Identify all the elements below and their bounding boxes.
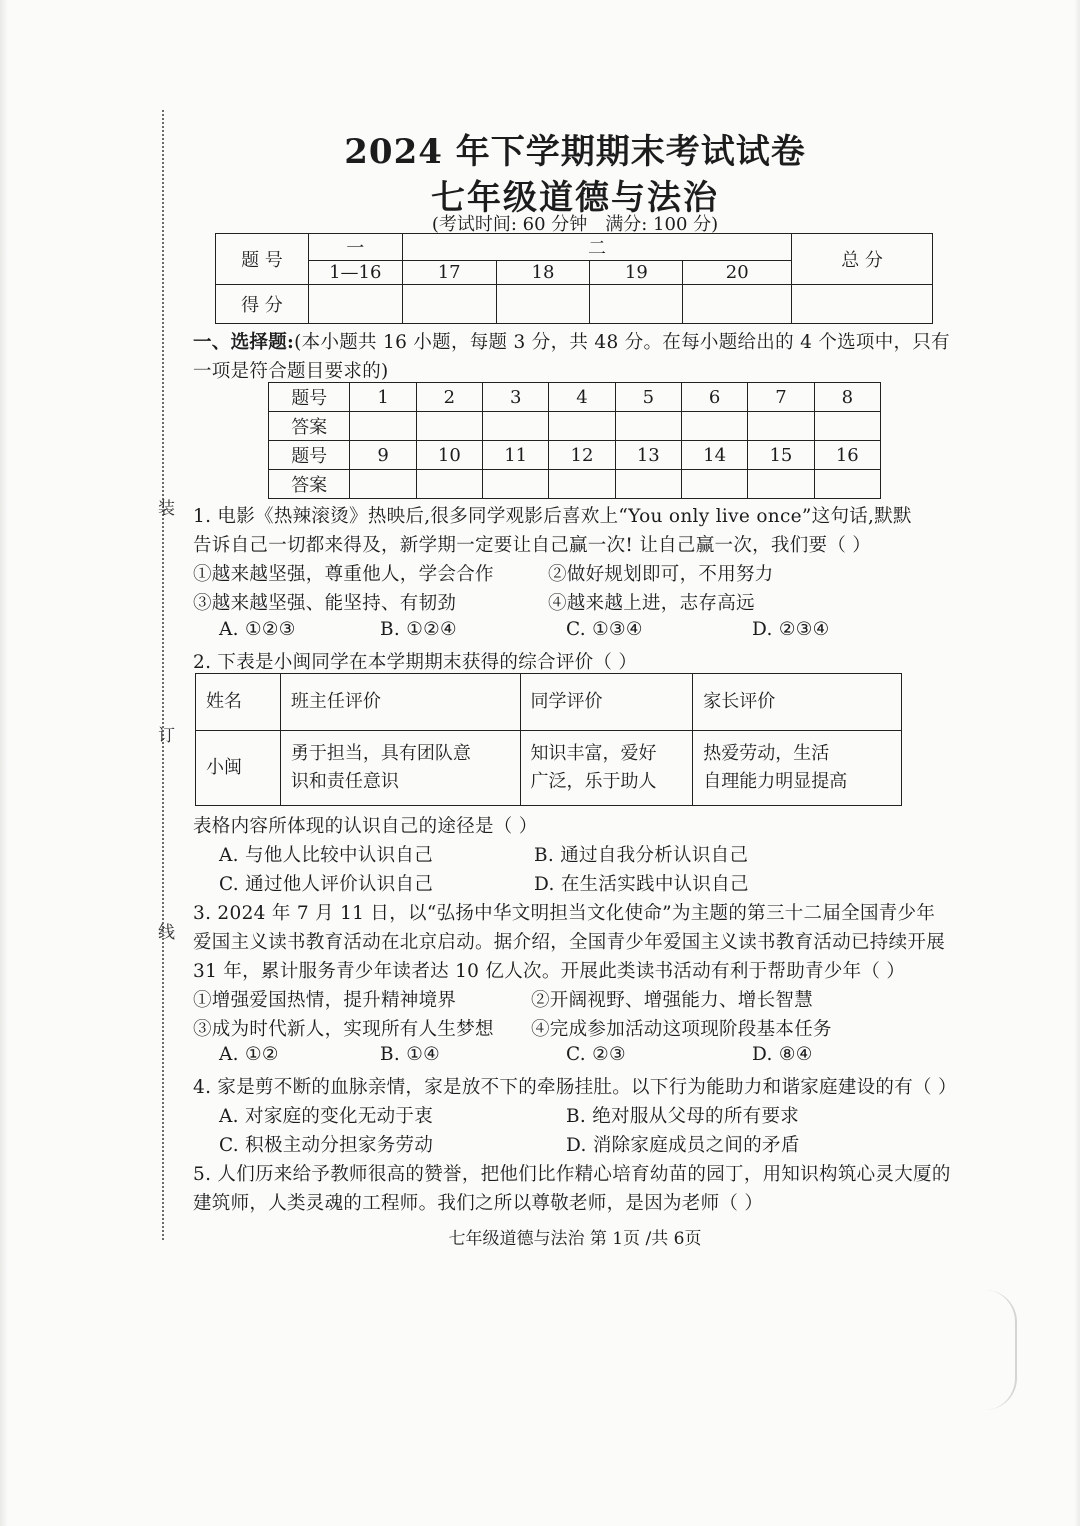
score-total-label: 总 分	[792, 234, 933, 285]
score-defen-label: 得 分	[216, 285, 309, 324]
q3-statement-1: ①增强爱国热情，提升精神境界	[193, 990, 457, 1011]
binding-char-ding: 订	[158, 726, 175, 746]
binding-char-xian: 线	[158, 923, 175, 943]
binding-dotted-line	[162, 110, 164, 1240]
answer-cell[interactable]	[748, 470, 814, 499]
q3-stem-line1: 3. 2024 年 7 月 11 日，以“弘扬中华文明担当文化使命”为主题的第三十二届全国青少年	[193, 903, 936, 924]
score-section1-header: 一	[308, 234, 402, 261]
score-cell[interactable]	[590, 285, 683, 324]
answer-cell[interactable]	[615, 412, 681, 441]
q4-choice-c[interactable]: C. 积极主动分担家务劳动	[219, 1135, 434, 1156]
answer-daan-label: 答案	[269, 470, 350, 499]
q3-statement-2: ②开阔视野、增强能力、增长智慧	[531, 990, 814, 1011]
eval-header-teacher: 班主任评价	[280, 674, 520, 731]
answer-num: 9	[350, 441, 416, 470]
subject-title: 七年级道德与法治	[431, 178, 719, 218]
eval-teacher-comment	[280, 731, 520, 806]
answer-num: 2	[416, 383, 482, 412]
q1-stem-line2: 告诉自己一切都来得及，新学期一定要让自己赢一次! 让自己赢一次，我们要（ ）	[193, 535, 872, 556]
score-col: 1—16	[308, 261, 402, 285]
answer-num: 10	[416, 441, 482, 470]
answer-num: 11	[483, 441, 549, 470]
q1-stem-line1: 1. 电影《热辣滚烫》热映后,很多同学观影后喜欢上“You only live once”这句话,默默	[193, 506, 912, 527]
score-cell[interactable]	[496, 285, 590, 324]
score-section2-header: 二	[402, 234, 791, 261]
eval-peer-comment	[520, 731, 693, 806]
exam-title: 2024 年下学期期末考试试卷	[344, 132, 806, 172]
binding-char-zhuang: 装	[158, 499, 175, 519]
answer-num: 7	[748, 383, 814, 412]
answer-cell[interactable]	[549, 412, 615, 441]
section1-heading: 一、选择题:	[193, 332, 295, 353]
answer-num: 4	[549, 383, 615, 412]
q4-choice-a[interactable]: A. 对家庭的变化无动于衷	[219, 1106, 434, 1127]
q5-stem-line2: 建筑师，人类灵魂的工程师。我们之所以尊敬老师，是因为老师（ ）	[193, 1193, 764, 1214]
score-col: 17	[402, 261, 496, 285]
section1-instructions	[193, 328, 950, 354]
q5-stem-line1: 5. 人们历来给予教师很高的赞誉，把他们比作精心培育幼苗的园丁，用知识构筑心灵大厦的	[193, 1164, 951, 1185]
eval-parent-comment	[693, 731, 902, 806]
q1-statement-1: ①越来越坚强，尊重他人，学会合作	[193, 564, 494, 585]
answer-cell[interactable]	[483, 470, 549, 499]
q4-choice-d[interactable]: D. 消除家庭成员之间的矛盾	[566, 1135, 800, 1156]
scan-mark	[985, 1290, 1017, 1410]
answer-num: 13	[615, 441, 681, 470]
q1-statement-4: ④越来越上进，志存高远	[548, 593, 755, 614]
eval-peer-line2: 广泛，乐于助人	[530, 771, 657, 792]
score-col: 20	[683, 261, 792, 285]
exam-info: (考试时间: 60 分钟 满分: 100 分)	[431, 214, 719, 235]
answer-cell[interactable]	[748, 412, 814, 441]
q2-choice-b[interactable]: B. 通过自我分析认识自己	[534, 845, 749, 866]
answer-tihao-label: 题号	[269, 441, 350, 470]
answer-num: 5	[615, 383, 681, 412]
answer-daan-label: 答案	[269, 412, 350, 441]
page-footer: 七年级道德与法治 第 1页 /共 6页	[448, 1229, 702, 1249]
q3-statement-4: ④完成参加活动这项现阶段基本任务	[531, 1019, 832, 1040]
answer-cell[interactable]	[681, 470, 747, 499]
q1-choice-b[interactable]: B. ①②④	[380, 619, 457, 640]
answer-cell[interactable]	[681, 412, 747, 441]
answer-num: 1	[350, 383, 416, 412]
eval-header-name: 姓名	[196, 674, 281, 731]
answer-num: 8	[814, 383, 880, 412]
eval-teacher-line1: 勇于担当，具有团队意	[290, 743, 471, 764]
answer-cell[interactable]	[483, 412, 549, 441]
score-table	[215, 233, 933, 324]
answer-num: 12	[549, 441, 615, 470]
q1-choice-a[interactable]: A. ①②③	[219, 619, 296, 640]
answer-cell[interactable]	[350, 412, 416, 441]
eval-student-name: 小闽	[196, 731, 281, 806]
answer-num: 14	[681, 441, 747, 470]
q3-stem-line2: 爱国主义读书教育活动在北京启动。据介绍，全国青少年爱国主义读书教育活动已持续开展	[193, 932, 946, 953]
answer-cell[interactable]	[350, 470, 416, 499]
answer-tihao-label: 题号	[269, 383, 350, 412]
section1-line2: 一项是符合题目要求的)	[193, 361, 389, 382]
q3-choice-b[interactable]: B. ①④	[380, 1044, 441, 1065]
q2-choice-a[interactable]: A. 与他人比较中认识自己	[219, 845, 434, 866]
score-cell[interactable]	[402, 285, 496, 324]
section1-line1: (本小题共 16 小题，每题 3 分，共 48 分。在每小题给出的 4 个选项中，只有	[294, 332, 950, 353]
q2-choice-c[interactable]: C. 通过他人评价认识自己	[219, 874, 434, 895]
q1-choice-c[interactable]: C. ①③④	[566, 619, 643, 640]
answer-cell[interactable]	[416, 470, 482, 499]
q1-statement-2: ②做好规划即可，不用努力	[548, 564, 774, 585]
q1-choice-d[interactable]: D. ②③④	[752, 619, 830, 640]
answer-num: 6	[681, 383, 747, 412]
answer-cell[interactable]	[416, 412, 482, 441]
q1-statement-3: ③越来越坚强、能坚持、有韧劲	[193, 593, 457, 614]
answer-num: 16	[814, 441, 880, 470]
q2-choice-d[interactable]: D. 在生活实践中认识自己	[534, 874, 749, 895]
score-tihao-label: 题 号	[216, 234, 309, 285]
q3-stem-line3: 31 年，累计服务青少年读者达 10 亿人次。开展此类读书活动有利于帮助青少年（ ）	[193, 961, 906, 982]
score-total-cell[interactable]	[792, 285, 933, 324]
q3-statement-3: ③成为时代新人，实现所有人生梦想	[193, 1019, 494, 1040]
answer-table	[268, 382, 881, 499]
eval-parent-line1: 热爱劳动，生活	[703, 743, 830, 764]
answer-cell[interactable]	[615, 470, 681, 499]
score-col: 19	[590, 261, 683, 285]
q3-choice-a[interactable]: A. ①②	[219, 1044, 279, 1065]
eval-header-parent: 家长评价	[693, 674, 902, 731]
answer-cell[interactable]	[814, 412, 880, 441]
score-cell[interactable]	[683, 285, 792, 324]
q4-choice-b[interactable]: B. 绝对服从父母的所有要求	[566, 1106, 800, 1127]
eval-parent-line2: 自理能力明显提高	[703, 771, 848, 792]
answer-cell[interactable]	[549, 470, 615, 499]
eval-header-peer: 同学评价	[520, 674, 693, 731]
eval-peer-line1: 知识丰富，爱好	[530, 743, 657, 764]
answer-num: 3	[483, 383, 549, 412]
q3-choice-d[interactable]: D. ⑧④	[752, 1044, 813, 1065]
evaluation-table	[195, 673, 902, 806]
score-cell[interactable]	[308, 285, 402, 324]
answer-cell[interactable]	[814, 470, 880, 499]
q4-stem: 4. 家是剪不断的血脉亲情，家是放不下的牵肠挂肚。以下行为能助力和谐家庭建设的有（ ）	[193, 1077, 957, 1098]
q2-stem: 2. 下表是小闽同学在本学期期末获得的综合评价（ ）	[193, 652, 638, 673]
answer-num: 15	[748, 441, 814, 470]
q2-question: 表格内容所体现的认识自己的途径是（ ）	[193, 816, 538, 837]
q3-choice-c[interactable]: C. ②③	[566, 1044, 626, 1065]
eval-teacher-line2: 识和责任意识	[290, 771, 399, 792]
score-col: 18	[496, 261, 590, 285]
